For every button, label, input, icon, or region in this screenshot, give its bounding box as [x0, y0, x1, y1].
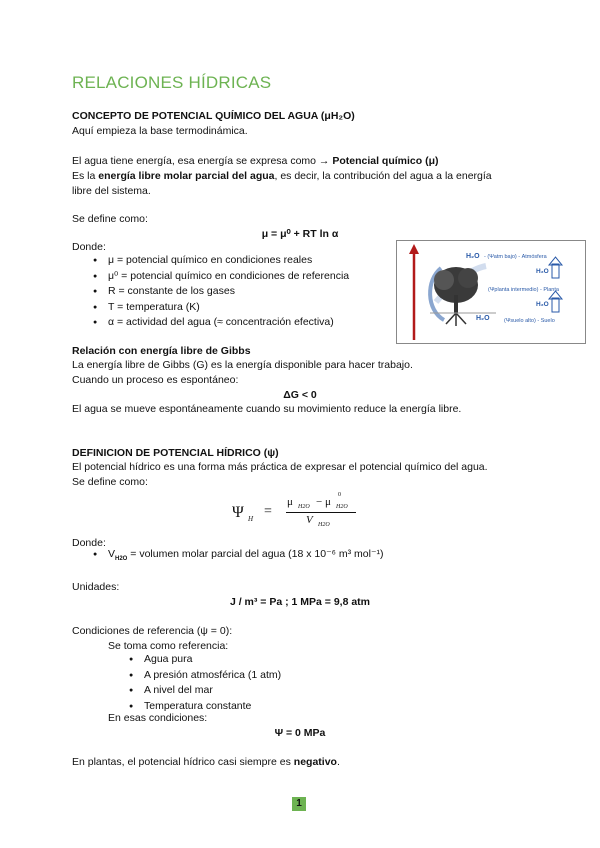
list-item: ● μ = potencial químico en condiciones reales: [108, 253, 349, 269]
gibbs-line-2: Cuando un proceso es espontáneo:: [72, 374, 239, 386]
gibbs-formula: ΔG < 0: [283, 389, 317, 401]
paragraph-definition-line2: libre del sistema.: [72, 185, 151, 197]
chemical-potential-formula: μ = μ⁰ + RT ln α: [261, 228, 339, 240]
h2o-atm-label: H₂O: [466, 253, 480, 260]
donde-label: Donde:: [72, 241, 106, 253]
gibbs-line-1: La energía libre de Gibbs (G) es la energía disponible para hacer trabajo.: [72, 359, 413, 371]
page-title: RELACIONES HÍDRICAS: [72, 73, 272, 92]
water-potential-line-2: Se define como:: [72, 476, 148, 488]
variable-list: [108, 253, 349, 331]
list-item: ● α = actividad del agua (≈ concentración efectiva): [108, 315, 349, 331]
atmosphere-label: - (Ψatm bajo) - Atmósfera: [484, 254, 547, 260]
h2o-soil-label: H₂O: [476, 315, 490, 322]
paragraph-energy: El agua tiene energía, esa energía se expresa como → Potencial químico (μ): [72, 155, 439, 167]
section-heading-water-potential: DEFINICION DE POTENCIAL HÍDRICO (ψ): [72, 447, 279, 459]
water-potential-line-1: El potencial hídrico es una forma más práctica de expresar el potencial químico del agua.: [72, 461, 488, 473]
reference-list: [144, 652, 281, 714]
reference-intro: Se toma como referencia:: [108, 640, 229, 652]
list-item: ● Agua pura: [144, 652, 281, 668]
list-item: ● A presión atmosférica (1 atm): [144, 668, 281, 684]
volume-list: [108, 547, 384, 563]
plant-label: (Ψplanta intermedio) - Planta: [488, 287, 559, 293]
list-item: ● T = temperatura (K): [108, 300, 349, 316]
gibbs-heading: Relación con energía libre de Gibbs: [72, 345, 251, 357]
water-potential-figure: [396, 240, 586, 344]
donde-label-2: Donde:: [72, 537, 106, 549]
units-label: Unidades:: [72, 581, 120, 593]
gibbs-line-3: El agua se mueve espontáneamente cuando su movimiento reduce la energía libre.: [72, 403, 462, 415]
intro-text: Aquí empieza la base termodinámica.: [72, 125, 248, 137]
h2o-side-label-2: H₂O: [536, 301, 549, 308]
h2o-side-label: H₂O: [536, 268, 549, 275]
list-item: ● A nivel del mar: [144, 683, 281, 699]
soil-plant-atmosphere-diagram: [396, 240, 586, 344]
reference-conditions: Condiciones de referencia (ψ = 0):: [72, 625, 233, 637]
soil-label: (Ψsuelo alto) - Suelo: [504, 318, 555, 324]
list-item: ● $V_{H2O}$ = volumen molar parcial del agua (18 x 10⁻⁶ m³ mol⁻¹): [108, 547, 384, 563]
list-item: ● μ⁰ = potencial químico en condiciones de referencia: [108, 269, 349, 285]
define-label: Se define como:: [72, 213, 148, 225]
conditions-label: En esas condiciones:: [108, 712, 208, 724]
list-item: ● Temperatura constante: [144, 699, 281, 715]
units-formula: J / m³ = Pa ; 1 MPa = 9,8 atm: [229, 596, 371, 608]
page-number: 1: [292, 797, 306, 811]
section-heading-chemical-potential: CONCEPTO DE POTENCIAL QUÍMICO DEL AGUA (μH₂O): [72, 110, 355, 122]
list-item: ● R = constante de los gases: [108, 284, 349, 300]
psi-zero-formula: Ψ = 0 MPa: [274, 727, 326, 739]
paragraph-definition: Es la energía libre molar parcial del agua, es decir, la contribución del agua a la energía: [72, 170, 492, 182]
final-statement: En plantas, el potencial hídrico casi siempre es negativo.: [72, 756, 340, 768]
water-potential-formula: Ψ H = μ H2O − μ 0 H2O V H2O: [232, 492, 362, 532]
